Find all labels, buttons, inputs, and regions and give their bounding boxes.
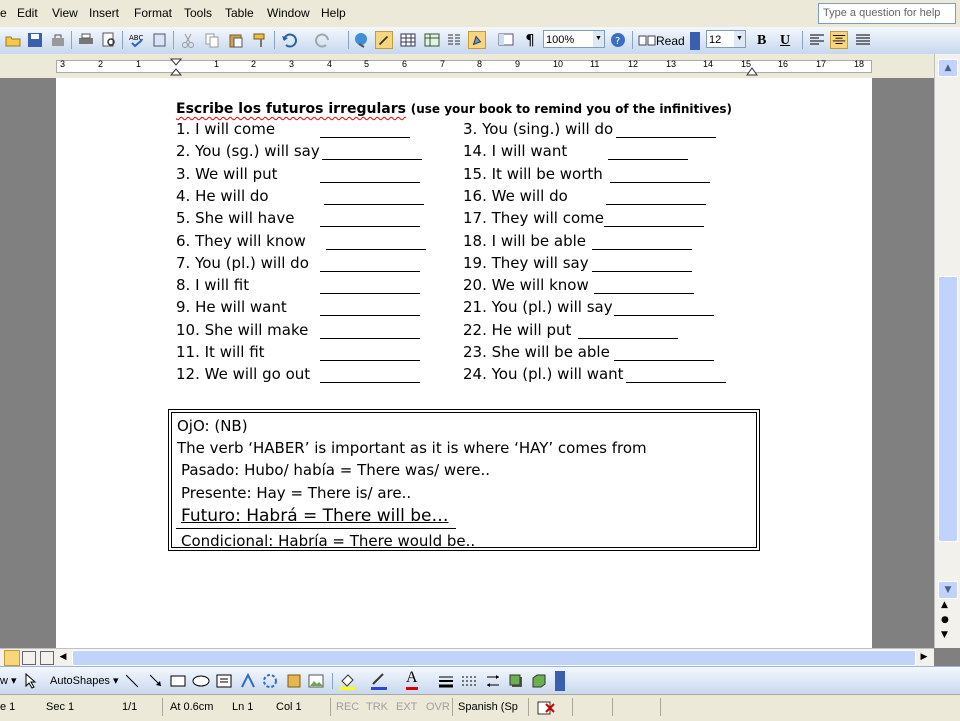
exercise-item: 4. He will do xyxy=(176,186,269,205)
normal-view-icon[interactable] xyxy=(4,650,20,666)
answer-blank[interactable] xyxy=(326,249,426,250)
futuro-divider xyxy=(176,528,456,529)
exercise-item: 23. She will be able xyxy=(463,343,610,361)
exercise-item: 16. We will do xyxy=(463,186,568,205)
help-search-input[interactable]: Type a question for help xyxy=(818,3,956,24)
print-icon[interactable] xyxy=(77,31,95,49)
ojo-line-presente: Presente: Hay = There is/ are.. xyxy=(181,484,412,502)
exercise-item: 18. I will be able xyxy=(463,231,586,250)
answer-blank[interactable] xyxy=(324,204,424,205)
read-button[interactable]: Read xyxy=(656,34,685,48)
ruler-number: 2 xyxy=(98,59,104,69)
document-page[interactable] xyxy=(56,78,872,648)
ruler-number: 18 xyxy=(854,59,865,69)
autoshapes-menu[interactable]: AutoShapes ▾ xyxy=(50,675,119,687)
ruler-number: 1 xyxy=(214,59,220,69)
prev-page-icon[interactable]: ▲ xyxy=(941,600,948,610)
status-trk[interactable]: TRK xyxy=(366,701,388,713)
exercise-item: 2. You (sg.) will say xyxy=(176,142,320,161)
document-area xyxy=(0,78,934,648)
bold-button[interactable]: B xyxy=(757,33,767,48)
underline-button[interactable]: U xyxy=(780,33,791,48)
answer-blank[interactable] xyxy=(592,271,692,272)
ruler-number: 2 xyxy=(251,59,257,69)
ojo-line-condicional: Condicional: Habría = There would be.. xyxy=(181,532,476,550)
ojo-line-futuro: Futuro: Habrá = There will be… xyxy=(181,506,449,526)
menu-item-file-partial[interactable]: e xyxy=(0,6,7,20)
align-left-icon[interactable] xyxy=(808,31,826,49)
exercise-item: 20. We will know xyxy=(463,276,589,295)
answer-blank[interactable] xyxy=(594,293,694,294)
menu-item-view[interactable]: View xyxy=(52,6,78,20)
answer-blank[interactable] xyxy=(614,360,714,361)
answer-blank[interactable] xyxy=(626,382,726,383)
answer-blank[interactable] xyxy=(608,159,688,160)
menu-item-window[interactable]: Window xyxy=(267,6,310,20)
line-style-icon[interactable] xyxy=(438,673,454,689)
drawing-icon[interactable] xyxy=(468,31,486,49)
read-icon[interactable] xyxy=(638,31,656,49)
exercise-item: 8. I will fit xyxy=(176,276,250,295)
insert-table-icon[interactable] xyxy=(399,31,417,49)
scroll-up-icon[interactable]: ▲ xyxy=(938,59,958,77)
exercise-item: 3. We will put xyxy=(176,164,278,183)
menu-item-edit[interactable]: Edit xyxy=(17,6,38,20)
ruler-number: 10 xyxy=(553,59,564,69)
line-tool-icon[interactable] xyxy=(124,673,140,689)
fill-color-icon[interactable] xyxy=(338,671,356,691)
ojo-note-box xyxy=(168,409,760,551)
tables-borders-icon[interactable] xyxy=(375,31,393,49)
print-layout-view-icon[interactable] xyxy=(40,651,54,665)
svg-text:ABC: ABC xyxy=(129,34,144,42)
permission-icon[interactable] xyxy=(49,31,67,49)
exercise-item: 7. You (pl.) will do xyxy=(176,253,309,272)
ruler-number: 8 xyxy=(477,59,483,69)
exercise-item: 14. I will want xyxy=(463,142,568,161)
autoshapes-label: AutoShapes xyxy=(50,675,110,687)
exercise-item: 9. He will want xyxy=(176,298,287,317)
textbox-tool-icon[interactable] xyxy=(216,673,232,689)
ruler-number: 17 xyxy=(816,59,827,69)
insert-picture-icon[interactable] xyxy=(308,673,324,689)
columns-icon[interactable] xyxy=(445,31,463,49)
exercise-item: 11. It will fit xyxy=(176,343,265,361)
vertical-scroll-thumb[interactable] xyxy=(938,276,958,542)
right-indent-marker-icon[interactable] xyxy=(746,64,758,76)
select-objects-icon[interactable] xyxy=(24,673,38,689)
ruler-number: 9 xyxy=(515,59,521,69)
document-map-icon[interactable] xyxy=(497,31,515,49)
svg-text:?: ? xyxy=(615,36,621,47)
exercise-item: 5. She will have xyxy=(176,209,295,228)
answer-blank[interactable] xyxy=(578,338,678,339)
ruler-number: 3 xyxy=(60,59,66,69)
status-at: At 0.6cm xyxy=(170,701,214,713)
font-color-icon[interactable]: A xyxy=(406,669,418,690)
print-preview-icon[interactable] xyxy=(100,31,118,49)
chevron-down-icon: ▼ xyxy=(593,31,604,47)
exercise-item: 10. She will make xyxy=(176,320,309,339)
ruler-number: 12 xyxy=(628,59,639,69)
clip-art-icon[interactable] xyxy=(286,673,302,689)
select-browse-object-icon[interactable]: ● xyxy=(941,615,949,625)
indent-marker-icon[interactable] xyxy=(170,58,182,78)
status-section: Sec 1 xyxy=(46,701,75,713)
align-center-icon[interactable] xyxy=(830,31,848,49)
format-painter-icon[interactable] xyxy=(251,31,269,49)
draw-menu-partial[interactable]: w ▾ xyxy=(0,675,17,687)
answer-blank[interactable] xyxy=(320,293,420,294)
status-column: Col 1 xyxy=(276,701,302,713)
menu-item-help[interactable]: Help xyxy=(321,6,346,20)
status-ext[interactable]: EXT xyxy=(396,701,418,713)
answer-blank[interactable] xyxy=(610,182,710,183)
ruler-number: 7 xyxy=(440,59,446,69)
show-hide-icon[interactable]: ¶ xyxy=(525,31,535,49)
ruler-number: 14 xyxy=(703,59,714,69)
answer-blank[interactable] xyxy=(614,315,714,316)
cut-icon[interactable] xyxy=(179,31,197,49)
shadow-style-icon[interactable] xyxy=(508,673,524,689)
insert-excel-icon[interactable] xyxy=(423,31,441,49)
ruler-number: 11 xyxy=(590,59,600,69)
save-icon[interactable] xyxy=(26,31,44,49)
heading-note-text: (use your book to remind you of the infinitives) xyxy=(410,102,732,116)
status-language[interactable]: Spanish (Sp xyxy=(458,701,518,713)
copy-icon[interactable] xyxy=(203,31,221,49)
exercise-item: 3. You (sing.) will do xyxy=(463,120,614,138)
undo-icon[interactable] xyxy=(280,31,298,49)
font-size-select[interactable]: 12 ▼ xyxy=(706,30,746,48)
zoom-select[interactable]: 100% ▼ xyxy=(543,30,605,48)
3d-style-icon[interactable] xyxy=(531,673,547,689)
ruler-number: 16 xyxy=(778,59,789,69)
status-page: e 1 xyxy=(0,701,16,713)
ruler-number: 1 xyxy=(136,59,142,69)
answer-blank[interactable] xyxy=(606,204,706,205)
exercise-item: 6. They will know xyxy=(176,231,306,250)
horizontal-scroll-thumb[interactable] xyxy=(72,650,916,666)
justify-icon[interactable] xyxy=(854,31,872,49)
ruler-number: 4 xyxy=(327,59,333,69)
standard-toolbar xyxy=(0,27,960,55)
hyperlink-icon[interactable] xyxy=(353,31,371,49)
answer-blank[interactable] xyxy=(320,315,420,316)
answer-blank[interactable] xyxy=(320,382,420,383)
vertical-scrollbar[interactable] xyxy=(934,54,960,648)
next-page-icon[interactable]: ▼ xyxy=(941,630,948,640)
heading-bold-text: Escribe los futuros irregulars xyxy=(176,101,406,117)
answer-blank[interactable] xyxy=(322,159,422,160)
exercise-item: 12. We will go out xyxy=(176,365,311,384)
scroll-right-icon[interactable]: ▶ xyxy=(920,652,928,662)
ojo-title: OjO: (NB) xyxy=(177,417,248,435)
help-icon[interactable] xyxy=(609,31,627,49)
diagram-icon[interactable] xyxy=(262,673,278,689)
arrow-style-icon[interactable] xyxy=(485,673,501,689)
exercise-item: 22. He will put xyxy=(463,320,572,339)
ruler-number: 3 xyxy=(289,59,295,69)
rectangle-tool-icon[interactable] xyxy=(170,673,186,689)
exercise-item: 19. They will say xyxy=(463,253,589,272)
answer-blank[interactable] xyxy=(320,338,420,339)
ruler-number: 13 xyxy=(666,59,677,69)
spelling-status-icon[interactable] xyxy=(536,700,556,716)
open-icon[interactable] xyxy=(4,31,22,49)
dash-style-icon[interactable] xyxy=(461,673,477,689)
answer-blank[interactable] xyxy=(320,182,420,183)
status-line: Ln 1 xyxy=(232,701,254,713)
answer-blank[interactable] xyxy=(320,226,420,227)
answer-blank[interactable] xyxy=(320,271,420,272)
spelling-icon[interactable] xyxy=(128,31,146,49)
menu-item-table[interactable]: Table xyxy=(225,6,254,20)
menu-bar xyxy=(0,0,960,27)
redo-icon[interactable] xyxy=(314,31,332,49)
horizontal-ruler[interactable] xyxy=(0,54,934,79)
ruler-number: 6 xyxy=(402,59,408,69)
chevron-down-icon: ▼ xyxy=(734,31,745,47)
drawing-toolbar-options-icon[interactable] xyxy=(555,671,565,691)
answer-blank[interactable] xyxy=(592,249,692,250)
ojo-note-inner-border xyxy=(171,412,757,548)
answer-blank[interactable] xyxy=(616,137,716,138)
ojo-line-pasado: Pasado: Hubo/ había = There was/ were.. xyxy=(181,461,491,479)
answer-blank[interactable] xyxy=(604,226,704,227)
exercise-item: 1. I will come xyxy=(176,120,276,138)
scroll-left-icon[interactable]: ◀ xyxy=(59,652,67,662)
line-color-icon[interactable] xyxy=(370,671,388,691)
ruler-number: 5 xyxy=(364,59,370,69)
status-rec[interactable]: REC xyxy=(336,701,360,713)
exercise-item: 15. It will be worth xyxy=(463,164,603,183)
status-pages: 1/1 xyxy=(122,701,138,713)
wordart-icon[interactable] xyxy=(240,673,256,689)
answer-blank[interactable] xyxy=(320,137,410,138)
exercise-item: 17. They will come xyxy=(463,209,604,228)
exercise-item: 24. You (pl.) will want xyxy=(463,365,624,384)
menu-item-format[interactable]: Format xyxy=(134,6,173,20)
arrow-tool-icon[interactable] xyxy=(148,673,164,689)
drawing-toolbar xyxy=(0,666,960,695)
web-layout-view-icon[interactable] xyxy=(22,651,36,665)
toolbar-options-icon[interactable] xyxy=(690,32,700,50)
scroll-down-icon[interactable]: ▼ xyxy=(938,581,958,599)
status-ovr[interactable]: OVR xyxy=(426,701,450,713)
exercise-item: 21. You (pl.) will say xyxy=(463,298,613,317)
worksheet-heading xyxy=(176,99,732,117)
paste-icon[interactable] xyxy=(227,31,245,49)
menu-item-tools[interactable]: Tools xyxy=(184,6,213,20)
menu-item-insert[interactable]: Insert xyxy=(89,6,120,20)
ojo-line-haber: The verb ‘HABER’ is important as it is where ‘HAY’ comes from xyxy=(177,439,647,457)
research-icon[interactable] xyxy=(151,31,169,49)
ruler-number: 15 xyxy=(741,59,752,69)
answer-blank[interactable] xyxy=(320,360,420,361)
oval-tool-icon[interactable] xyxy=(192,673,210,689)
horizontal-scrollbar[interactable] xyxy=(0,648,934,667)
status-bar xyxy=(0,694,960,721)
